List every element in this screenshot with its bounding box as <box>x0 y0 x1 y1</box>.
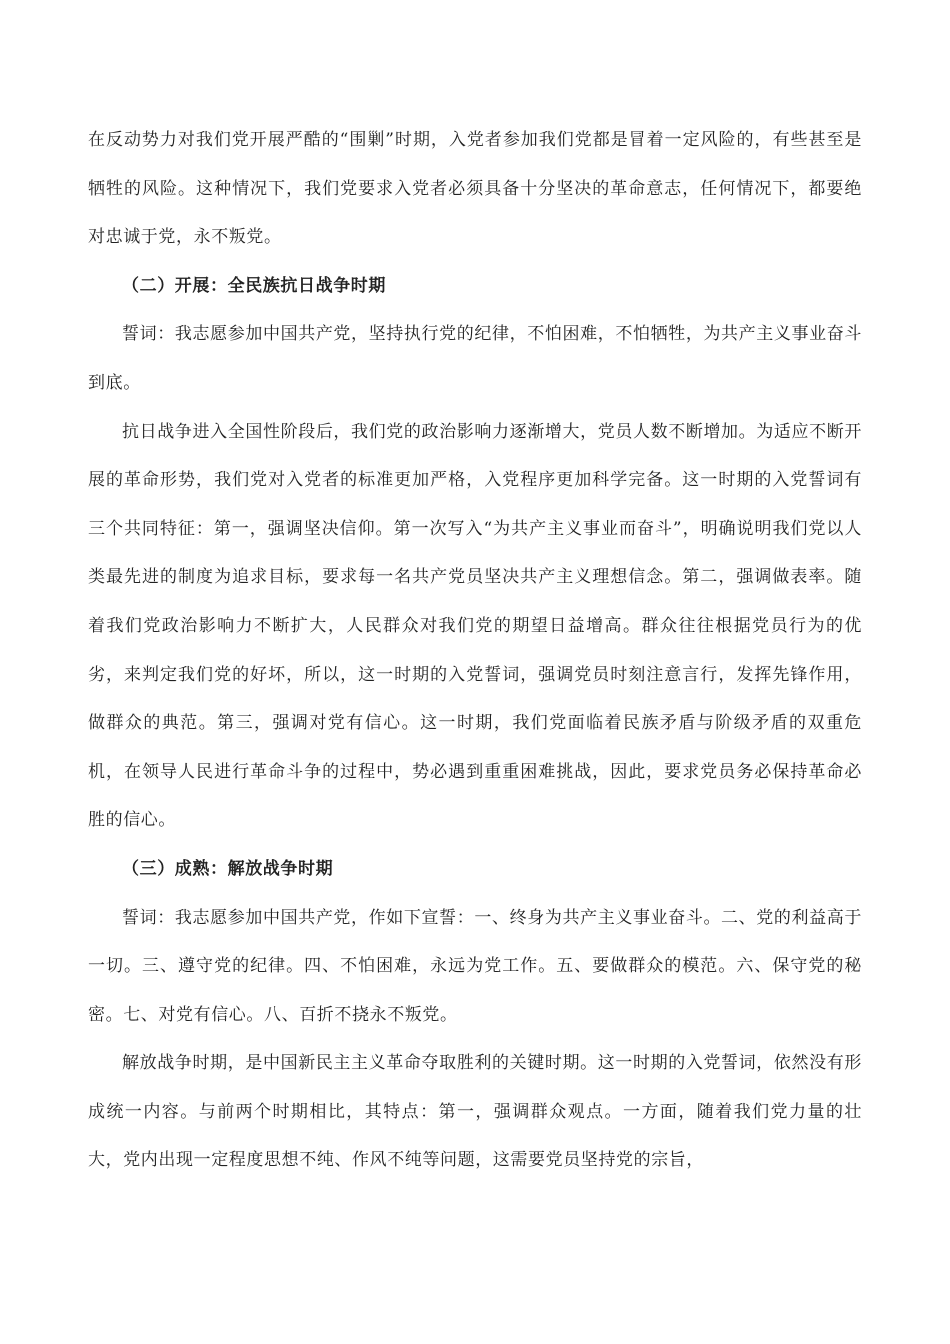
paragraph-anti-japanese-war-features: 抗日战争进入全国性阶段后，我们党的政治影响力逐渐增大，党员人数不断增加。为适应不断开展的革命形势，我们党对入党者的标准更加严格，入党程序更加科学完备。这一时期的入党誓词有三个共同特征：第一，强调坚决信仰。第一次写入“为共产主义事业而奋斗”，明确说明我们党以人类最先进的制度为追求目标，要求每一名共产党员坚决共产主义理想信念。第二，强调做表率。随着我们党政治影响力不断扩大，人民群众对我们党的期望日益增高。群众往往根据党员行为的优劣，来判定我们党的好坏，所以，这一时期的入党誓词，强调党员时刻注意言行，发挥先锋作用，做群众的典范。第三，强调对党有信心。这一时期，我们党面临着民族矛盾与阶级矛盾的双重危机，在领导人民进行革命斗争的过程中，势必遇到重重困难挑战，因此，要求党员务必保持革命必胜的信心。 <box>88 421 862 831</box>
document-body <box>88 116 862 1185</box>
oath-text-anti-japanese-war: 誓词：我志愿参加中国共产党，坚持执行党的纪律，不怕困难，不怕牺牲，为共产主义事业奋斗到底。 <box>88 324 862 393</box>
section-heading-liberation-war: （三）成熟：解放战争时期 <box>122 858 334 879</box>
section-heading-anti-japanese-war: （二）开展：全民族抗日战争时期 <box>122 275 386 296</box>
paragraph-siege-period: 在反动势力对我们党开展严酷的“围剿”时期，入党者参加我们党都是冒着一定风险的，有些甚至是牺牲的风险。这种情况下，我们党要求入党者必须具备十分坚决的革命意志，任何情况下，都要绝对忠诚于党，永不叛党。 <box>88 130 862 248</box>
oath-text-liberation-war: 誓词：我志愿参加中国共产党，作如下宣誓：一、终身为共产主义事业奋斗。二、党的利益高于一切。三、遵守党的纪律。四、不怕困难，永远为党工作。五、要做群众的模范。六、保守党的秘密。七、对党有信心。八、百折不挠永不叛党。 <box>88 907 862 1025</box>
paragraph-liberation-war-features: 解放战争时期，是中国新民主主义革命夺取胜利的关键时期。这一时期的入党誓词，依然没有形成统一内容。与前两个时期相比，其特点：第一，强调群众观点。一方面，随着我们党力量的壮大，党内出现一定程度思想不纯、作风不纯等问题，这需要党员坚持党的宗旨， <box>88 1053 862 1171</box>
